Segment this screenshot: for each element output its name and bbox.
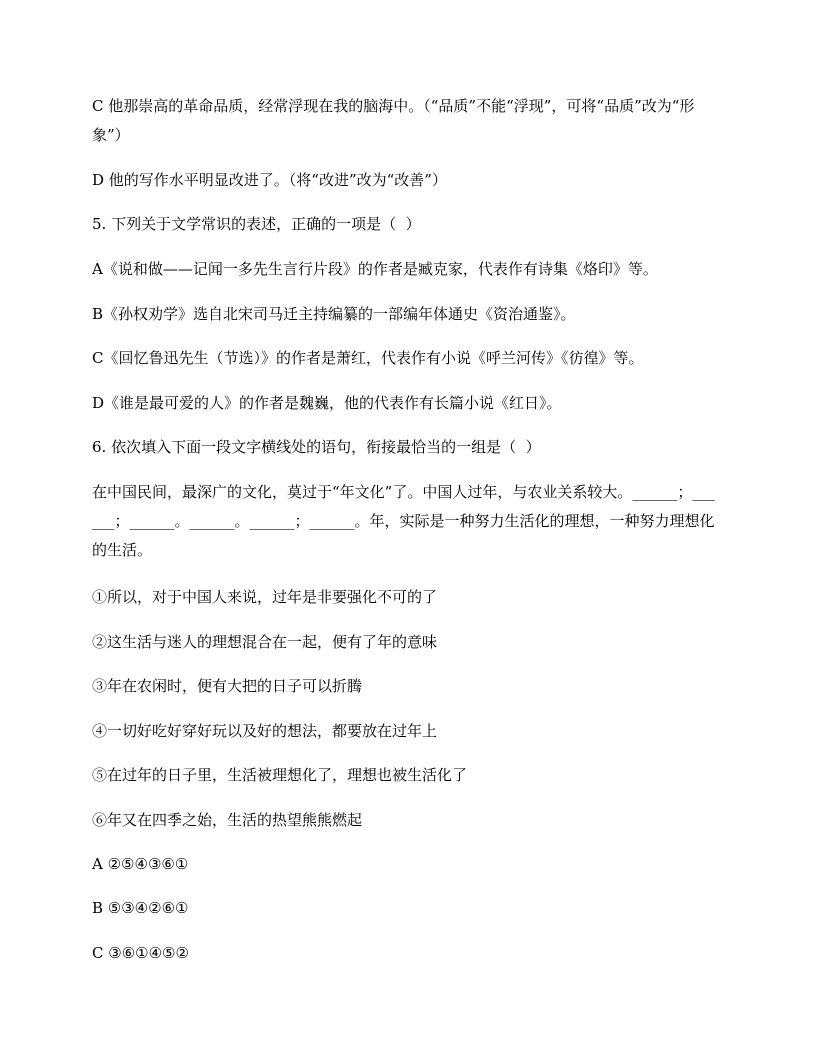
sentence-1: ①所以，对于中国人来说，过年是非要强化不可的了 (92, 588, 438, 606)
q5-option-d: D《谁是最可爱的人》的作者是魏巍，他的代表作有长篇小说《红日》。 (92, 394, 562, 412)
sentence-3: ③年在农闲时，便有大把的日子可以折腾 (92, 677, 363, 695)
sentence-4: ④一切好吃好穿好玩以及好的想法，都要放在过年上 (92, 722, 438, 740)
q5-option-b: B《孙权劝学》选自北宋司马迁主持编纂的一部编年体通史《资治通鉴》。 (92, 305, 576, 323)
q6-option-a: A ②⑤④③⑥① (92, 855, 189, 873)
sentence-6: ⑥年又在四季之始，生活的热望熊熊燃起 (92, 811, 363, 829)
q4-option-c: C 他那崇高的革命品质，经常浮现在我的脑海中。（“品质”不能“浮现”，可将“品质”改为“形象”） (92, 97, 695, 144)
q4-option-d: D 他的写作水平明显改进了。（将“改进”改为“改善”） (92, 171, 447, 189)
q6-stem: 6. 依次填入下面一段文字横线处的语句，衔接最恰当的一组是（ ） (92, 438, 541, 456)
sentence-2: ②这生活与迷人的理想混合在一起，便有了年的意味 (92, 633, 438, 651)
q6-passage: 在中国民间，最深广的文化，莫过于“年文化”了。中国人过年，与农业关系较大。______；______；______。______。______；______。年，实际是一种努力生活化的理想，一种努力理想化的生活。 (92, 483, 715, 559)
q5-option-a: A《说和做——记闻一多先生言行片段》的作者是臧克家，代表作有诗集《烙印》等。 (92, 260, 658, 278)
q5-option-c: C《回忆鲁迅先生（节选）》的作者是萧红，代表作有小说《呼兰河传》《彷徨》等。 (92, 349, 644, 367)
q6-option-c: C ③⑥①④⑤② (92, 944, 189, 962)
sentence-5: ⑤在过年的日子里，生活被理想化了，理想也被生活化了 (92, 766, 468, 784)
q6-option-b: B ⑤③④②⑥① (92, 899, 189, 917)
q5-stem: 5. 下列关于文学常识的表述，正确的一项是（ ） (92, 215, 421, 233)
